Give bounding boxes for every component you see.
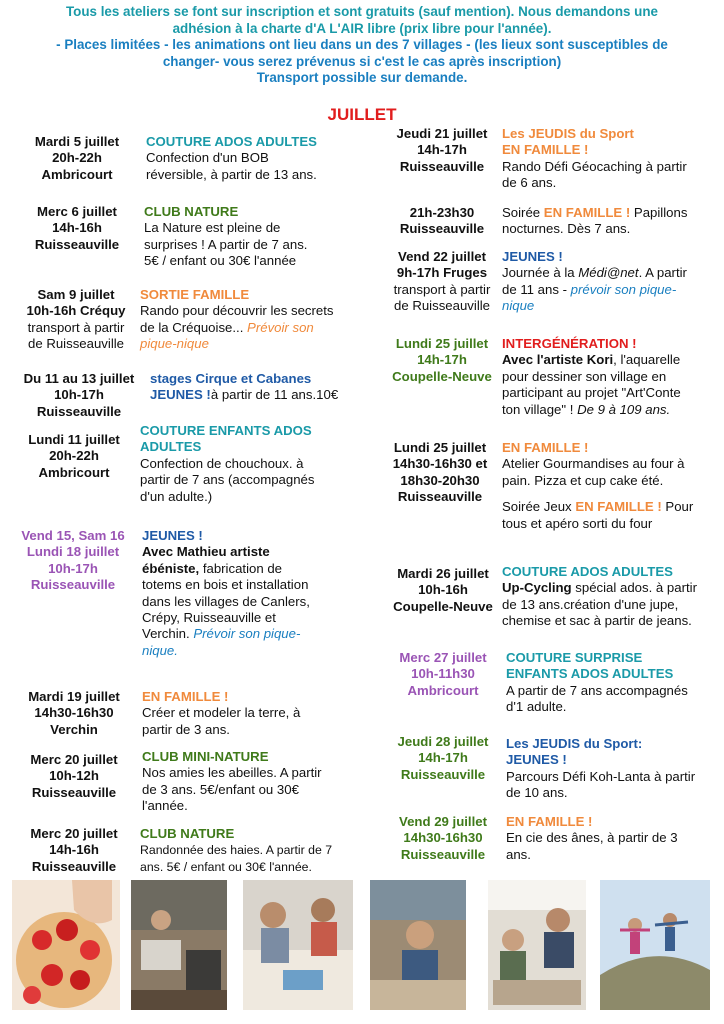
event-title: INTERGÉNÉRATION ! <box>502 336 637 351</box>
event-title: EN FAMILLE ! <box>502 440 589 455</box>
event-body: Les JEUDIS du Sport: JEUNES ! Parcours Défi Koh-Lanta à partir de 10 ans. <box>506 736 724 802</box>
photo-kids-crafts <box>370 880 466 1010</box>
header-line: Tous les ateliers se font sur inscription et sont gratuits (sauf mention). Nous demandons une <box>66 4 658 19</box>
event-body: Les JEUDIS du Sport EN FAMILLE ! Rando Défi Géocaching à partir de 6 ans. <box>502 126 722 192</box>
header-line: changer- vous serez prévenus si c'est le cas après inscription) <box>162 53 562 69</box>
photo-painting-activity <box>243 880 353 1010</box>
event-title: Les JEUDIS du Sport <box>502 126 634 141</box>
event-title: Les JEUDIS du Sport: <box>506 736 643 751</box>
event-body: EN FAMILLE ! Créer et modeler la terre, à partir de 3 ans. <box>142 689 368 738</box>
event-body: JEUNES ! Journée à la Médi@net. A partir de 11 ans - prévoir son pique- nique <box>502 249 722 315</box>
event-date: Jeudi 28 juillet 14h-17h Ruisseauville <box>397 734 489 782</box>
event-date: Du 11 au 13 juillet 10h-17h Ruisseauville <box>23 371 135 419</box>
event-transport: transport à partir de Ruisseauville <box>27 320 125 352</box>
event-body: CLUB MINI-NATURE Nos amies les abeilles. A partir de 3 ans. 5€/enfant ou 30€ l'année. <box>142 749 368 815</box>
event-title: CLUB NATURE <box>144 204 239 219</box>
header-notice <box>0 4 724 87</box>
month-title: JUILLET <box>327 105 397 124</box>
event-date: Merc 20 juillet 14h-16h Ruisseauville <box>30 826 118 874</box>
event-title: COUTURE SURPRISE <box>506 650 643 665</box>
event-date: Merc 27 juillet 10h-11h30 Ambricourt <box>399 650 487 698</box>
photo-strip <box>0 880 724 1010</box>
event-transport: transport à partir de Ruisseauville <box>393 282 491 314</box>
event-body: SORTIE FAMILLE Rando pour découvrir les secrets de la Créquoise... Prévoir son pique-nique <box>140 287 368 353</box>
event-date: Mardi 5 juillet 20h-22h Ambricourt <box>34 134 120 182</box>
event-date: Lundi 25 juillet 14h-17h Coupelle-Neuve <box>392 336 492 384</box>
event-body: EN FAMILLE ! En cie des ânes, à partir de 3 ans. <box>506 814 724 863</box>
event-title: SORTIE FAMILLE <box>140 287 250 302</box>
header-line: - Places limitées - les animations ont lieu dans un des 7 villages - (les lieux sont susceptibles de <box>56 37 668 53</box>
event-body: COUTURE ADOS ADULTES Confection d'un BOB réversible, à partir de 13 ans. <box>146 134 368 183</box>
event-title: COUTURE ADOS ADULTES <box>502 564 673 579</box>
event-date: Merc 6 juillet 14h-16h Ruisseauville <box>34 204 120 252</box>
event-date: Lundi 11 juillet 20h-22h Ambricourt <box>28 432 120 480</box>
header-line: Transport possible sur demande. <box>256 70 468 86</box>
event-date: Sam 9 juillet 10h-16h Créquy <box>26 287 126 319</box>
event-title: JEUNES ! <box>502 249 563 264</box>
event-date: Jeudi 21 juillet 14h-17h Ruisseauville <box>396 126 488 174</box>
event-body: CLUB NATURE La Nature est pleine de surprises ! A partir de 7 ans. 5€ / enfant ou 30€ l'année <box>144 204 368 270</box>
photo-strawberry-tart <box>12 880 120 1010</box>
header-line: adhésion à la charte d'A L'AIR libre (prix libre pour l'année). <box>172 20 552 36</box>
event-date: 21h-23h30 Ruisseauville <box>399 205 485 237</box>
event-date: Lundi 25 juillet 14h30-16h30 et 18h30-20h30 Ruisseauville <box>392 440 488 505</box>
event-date: Mardi 19 juillet 14h30-16h30 Verchin <box>28 689 120 737</box>
event-date: Vend 15, Sam 16 Lundi 18 juillet 10h-17h Ruisseauville <box>21 528 125 593</box>
event-title: COUTURE ENFANTS ADOS <box>140 423 312 438</box>
event-body: COUTURE ADOS ADULTES Up-Cycling spécial ados. à partir de 13 ans.création d'une jupe, chemise et sac à partir de jeans. <box>502 564 724 630</box>
event-body: COUTURE SURPRISE ENFANTS ADOS ADULTES A partir de 7 ans accompagnés d'1 adulte. <box>506 650 724 716</box>
event-date: Merc 20 juillet 10h-12h Ruisseauville <box>30 752 118 800</box>
event-date: Vend 29 juillet 14h30-16h30 Ruisseauville <box>399 814 487 862</box>
event-body: CLUB NATURE Randonnée des haies. A partir de 7 ans. 5€ / enfant ou 30€ l'année. <box>140 826 372 875</box>
event-body: EN FAMILLE ! Atelier Gourmandises au four à pain. Pizza et cup cake été. Soirée Jeux EN FAMILLE ! Pour tous et apéro sorti du four <box>502 440 724 532</box>
event-title: EN FAMILLE ! <box>142 689 229 704</box>
photo-kids-on-dune <box>600 880 710 1010</box>
event-body: Soirée EN FAMILLE ! Papillons nocturnes. Dès 7 ans. <box>502 205 688 237</box>
event-title: EN FAMILLE ! <box>506 814 593 829</box>
event-title: CLUB NATURE <box>140 826 235 841</box>
event-date: Vend 22 juillet 9h-17h Fruges <box>396 249 488 281</box>
photo-sewing-workshop <box>131 880 227 1010</box>
photo-table-activity <box>488 880 586 1010</box>
event-body: COUTURE ENFANTS ADOS ADULTES Confection de chouchoux. à partir de 7 ans (accompagnés d'un adulte.) <box>140 423 368 505</box>
event-title: stages Cirque et Cabanes <box>150 371 312 386</box>
event-title: CLUB MINI-NATURE <box>142 749 269 764</box>
event-date: Mardi 26 juillet 10h-16h Coupelle-Neuve <box>393 566 493 614</box>
event-body: JEUNES ! Avec Mathieu artiste ébéniste, fabrication de totems en bois et installation dans les villages de Canlers, Crépy, Ruisseauville et Verchin. Prévoir son pique- nique. <box>142 528 368 659</box>
event-body: INTERGÉNÉRATION ! Avec l'artiste Kori, l'aquarelle pour dessiner son village en participant au projet "Art'Conte ton village" ! De 9 à 109 ans. <box>502 336 724 418</box>
event-title: COUTURE ADOS ADULTES <box>146 134 317 149</box>
event-title: JEUNES ! <box>142 528 203 543</box>
event-body: stages Cirque et Cabanes JEUNES !à partir de 11 ans.10€ <box>150 371 370 404</box>
